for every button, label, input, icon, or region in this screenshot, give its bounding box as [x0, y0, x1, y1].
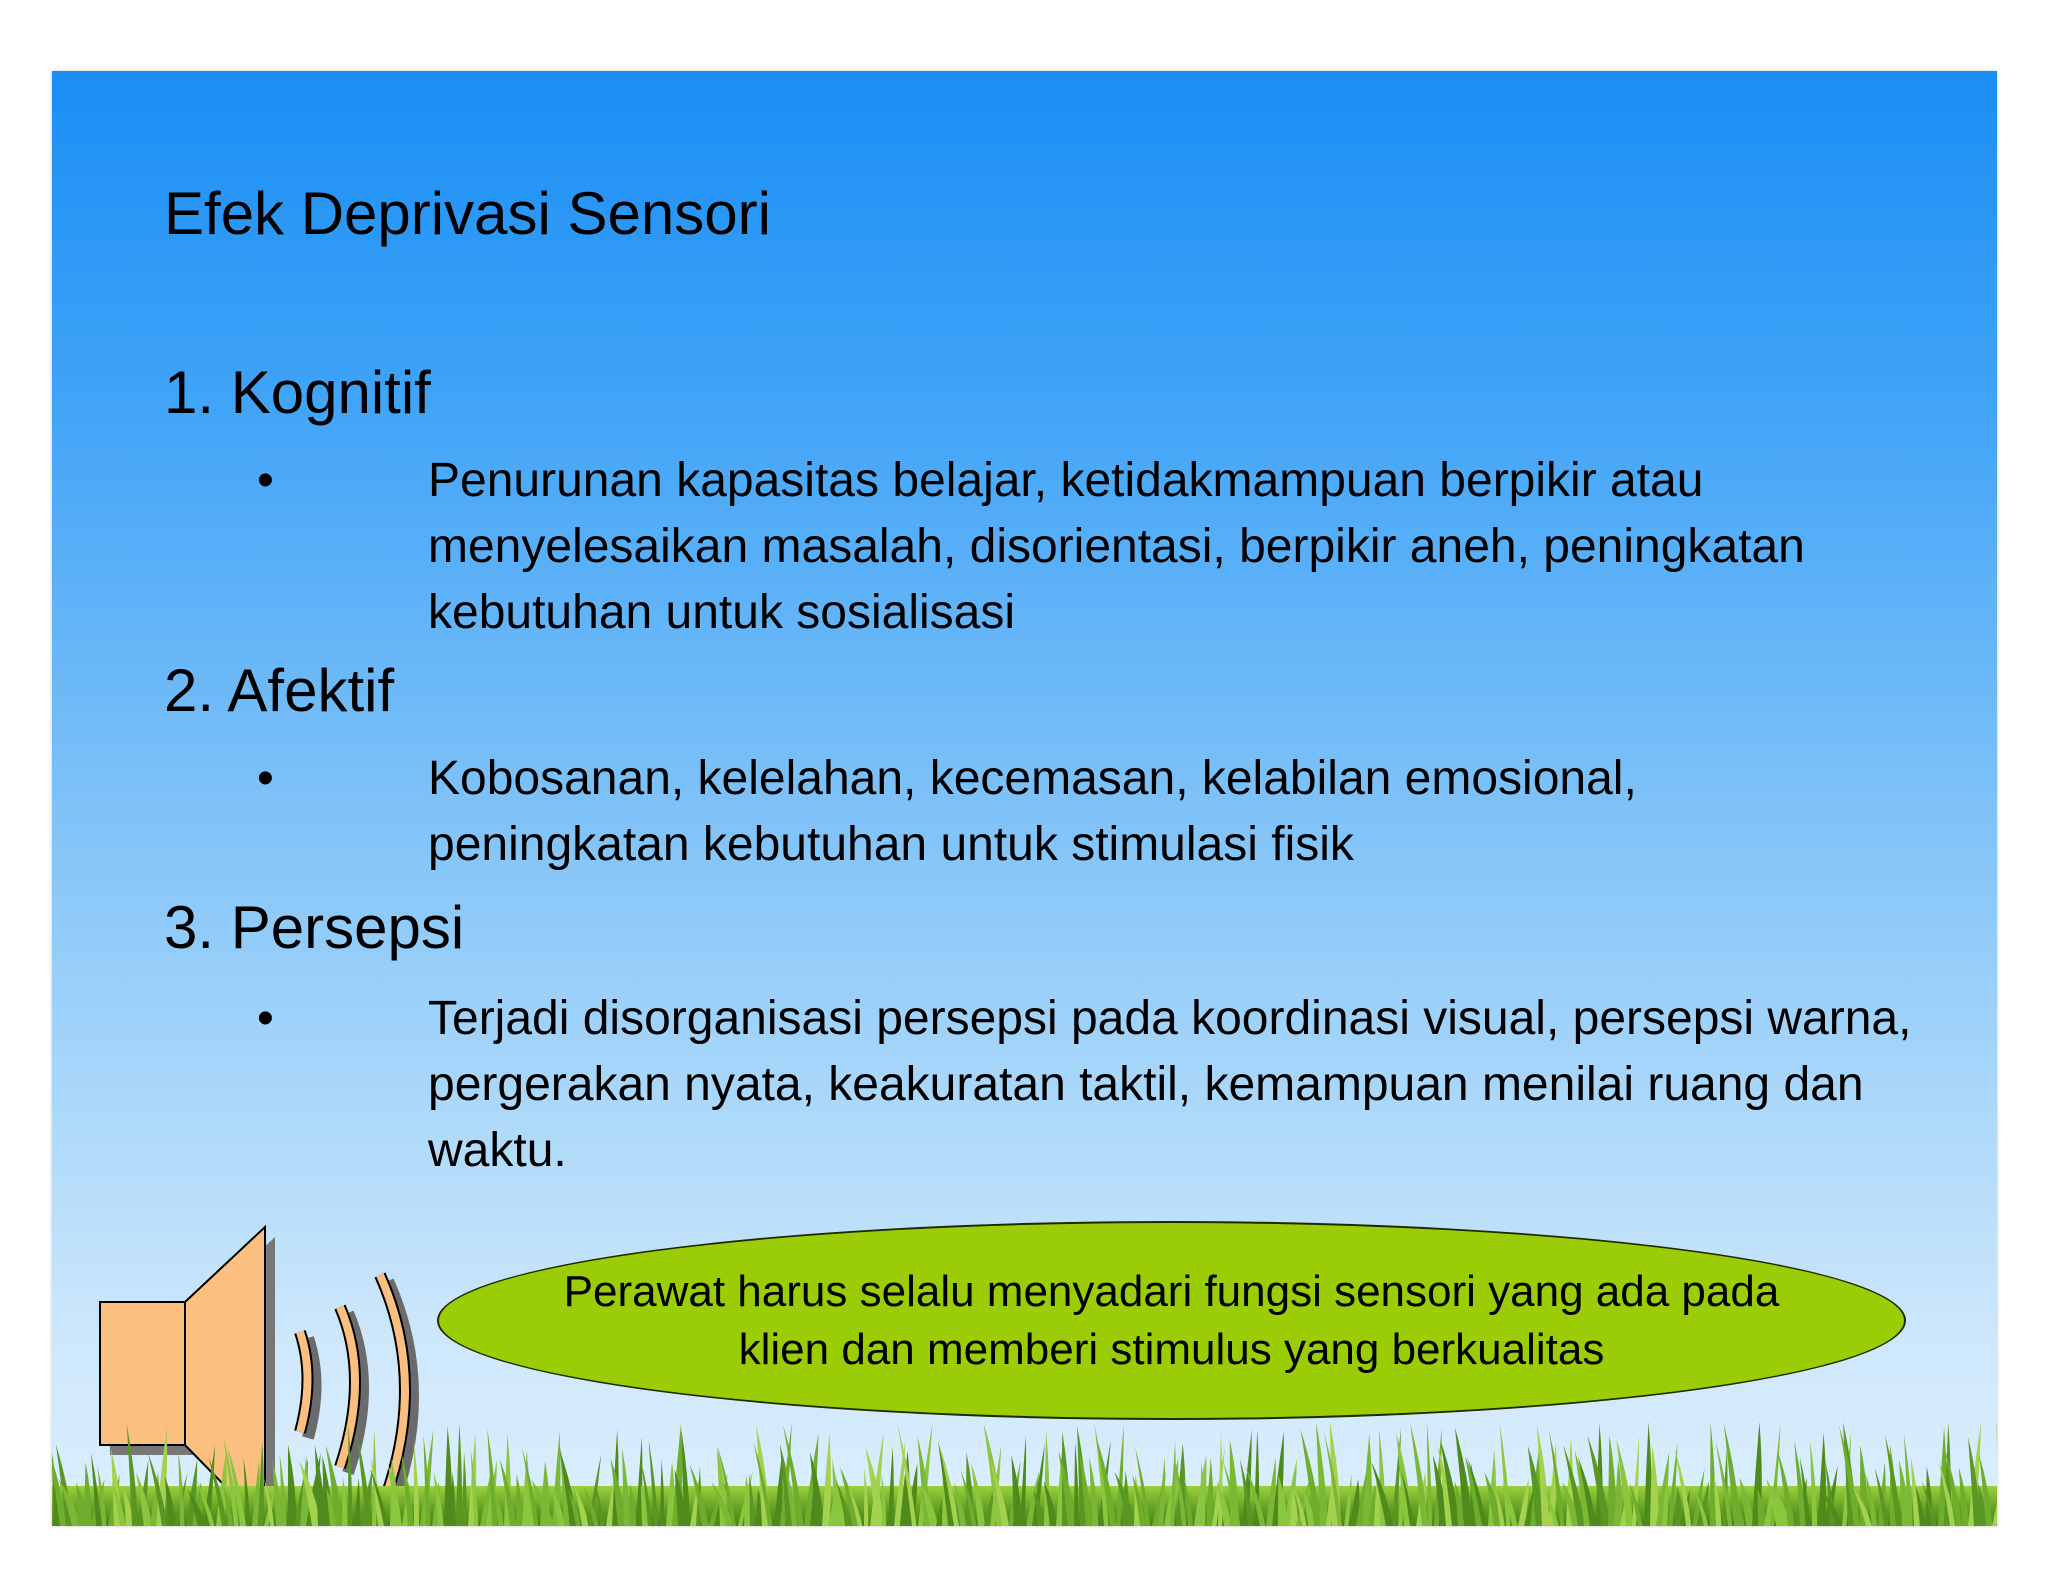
grass-blade: [636, 1436, 642, 1526]
bullet-text: Terjadi disorganisasi persepsi pada koordinasi visual, persepsi warna, pergerakan nyata, keakuratan taktil, kemampuan menilai ruang dan waktu.: [428, 992, 1912, 1177]
grass-blade: [1074, 1442, 1079, 1526]
slide: [52, 71, 1997, 1526]
bullet-text: Penurunan kapasitas belajar, ketidakmampuan berpikir atau menyelesaikan masalah, disorientasi, berpikir aneh, peningkatan kebutuhan untuk sosialisasi: [428, 454, 1805, 639]
grass-blade: [1650, 1445, 1659, 1526]
bullet-marker: •: [257, 992, 274, 1045]
section-heading-afektif: 2. Afektif: [164, 657, 395, 724]
grass-blade: [1218, 1433, 1223, 1526]
grass-blade: [414, 1440, 419, 1526]
grass-blade: [1170, 1441, 1176, 1526]
note-callout: [437, 1221, 1906, 1420]
grass-blade: [456, 1424, 462, 1526]
grass-blade: [822, 1433, 831, 1526]
note-text: Perawat harus selalu menyadari fungsi sensori yang ada pada klien dan memberi stimulus yang berkualitas: [563, 1266, 1780, 1374]
grass-blade: [1710, 1422, 1716, 1526]
grass-blade: [1818, 1433, 1826, 1526]
bullet-marker: •: [257, 454, 274, 507]
section-heading-kognitif: 1. Kognitif: [164, 359, 431, 426]
bullet-text: Kobosanan, kelelahan, kecemasan, kelabilan emosional, peningkatan kebutuhan untuk stimulasi fisik: [428, 752, 1637, 871]
bullet-marker: •: [257, 752, 274, 805]
section-heading-persepsi: 3. Persepsi: [164, 894, 465, 961]
grass-blade: [288, 1445, 297, 1526]
slide-title: Efek Deprivasi Sensori: [164, 180, 771, 247]
grass-blade: [348, 1424, 352, 1526]
grass-decoration: [52, 1416, 1997, 1526]
